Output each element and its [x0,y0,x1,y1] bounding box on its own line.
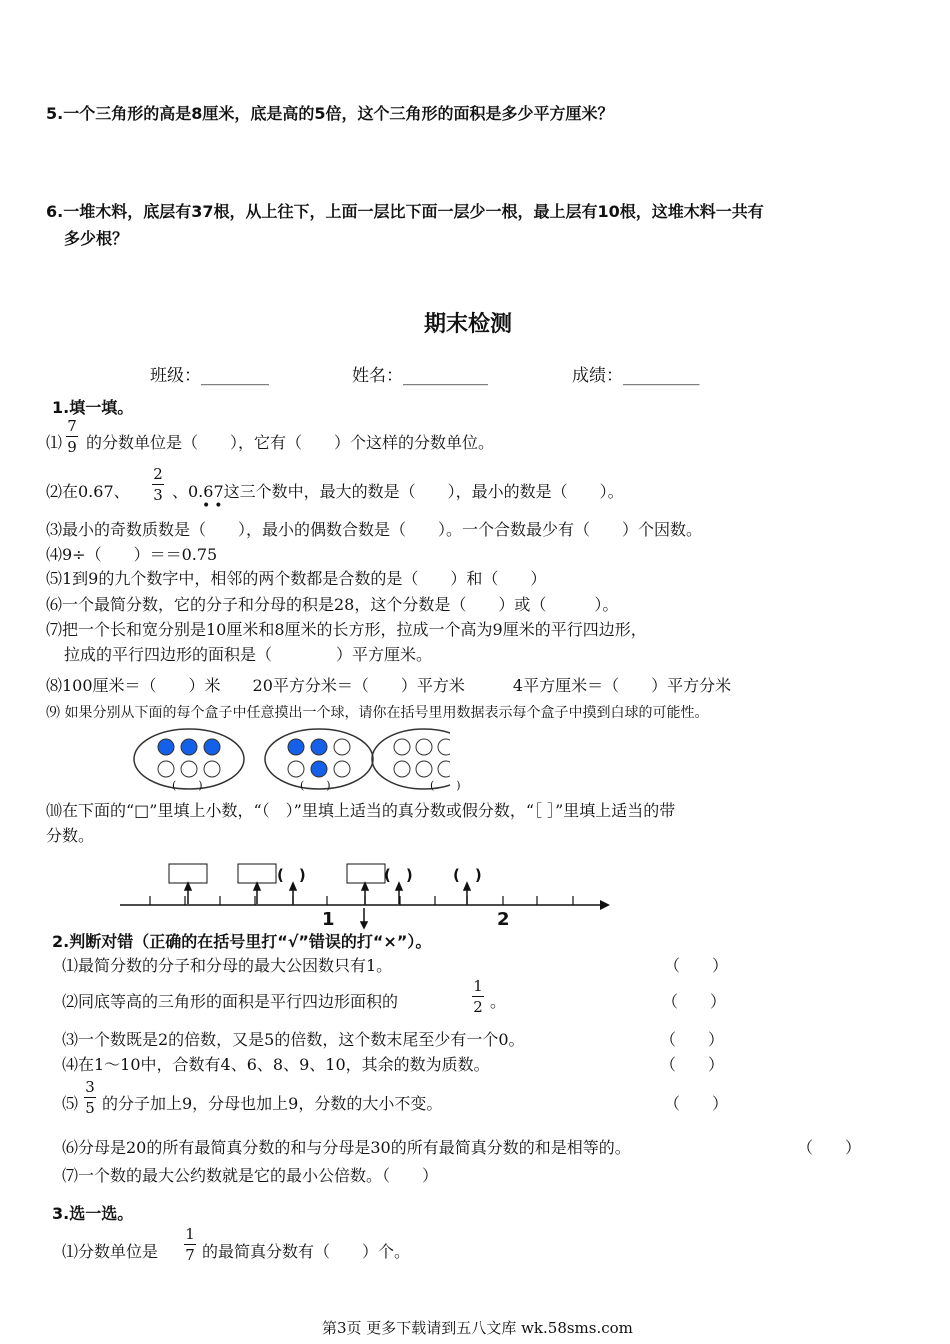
s1-q8: ⑻100厘米＝（ ）米 20平方分米＝（ ）平方米 4平方厘米＝（ ）平方分米 [46,676,732,695]
question-6-line2: 多少根？ [64,229,129,248]
s2-item-6: ⑹分母是20的所有最简真分数的和与分母是30的所有最简真分数的和是相等的。 [62,1138,631,1157]
s1-q7-line1: ⑺把一个长和宽分别是10厘米和8厘米的长方形，拉成一个高为9厘米的平行四边形， [46,620,647,639]
s1-q10-line1: ⑽在下面的“□”里填上小数，“（ ）”里填上适当的真分数或假分数，“［ ］”里填上适当的带 [46,801,676,820]
fraction-numerator: 7 [67,417,77,435]
section3-heading: 3.选一选。 [52,1204,134,1223]
s2-item-2: ⑵同底等高的三角形的面积是平行四边形面积的 [62,992,399,1011]
s1-q2-text: 、0.67这三个数中，最大的数是（ ），最小的数是（ ）。 [172,482,624,501]
s2-item-5-prefix: ⑸ [62,1094,79,1113]
blank-box [169,864,207,883]
box2-answer: ( ) [300,779,331,792]
s1-q9: ⑼ 如果分别从下面的每个盒子中任意摸出一个球，请你在括号里用数据表示每个盒子中摸到白球的可能性。 [46,705,709,721]
white-ball [181,761,197,777]
white-ball [288,761,304,777]
s3-q1-prefix: ⑴分数单位是 [62,1242,159,1261]
white-ball [158,761,174,777]
s1-q2-fraction [152,466,164,503]
nl-paren-2: ( ) [384,866,413,884]
white-ball [416,761,432,777]
s2-item-5: 的分子加上9，分母也加上9，分数的大小不变。 [102,1094,443,1113]
s2-item-2-fraction [472,978,484,1015]
blue-ball [288,739,304,755]
fraction-numerator: 2 [153,465,163,483]
blue-ball [311,739,327,755]
nl-paren-3: ( ) [453,866,482,884]
s1-q6: ⑹一个最简分数，它的分子和分母的积是28，这个分数是（ ）或（ ）。 [46,595,619,614]
white-ball [438,739,450,755]
s1-q10-line2: 分数。 [46,826,95,845]
nl-paren-1: ( ) [277,866,306,884]
blank-box [238,864,276,883]
score-field: 成绩：_________ [572,366,700,386]
s3-q1-text: 的最简真分数有（ ）个。 [202,1242,411,1261]
fraction-denominator: 9 [67,438,77,456]
s2-item-1: ⑴最简分数的分子和分母的最大公因数只有1。 [62,956,393,975]
white-ball [394,761,410,777]
fraction-numerator: 3 [85,1078,95,1096]
white-ball [204,761,220,777]
fraction-numerator: 1 [473,977,483,995]
blue-ball [311,761,327,777]
s1-q2-prefix: ⑵在0.67、 [46,482,130,501]
white-ball [334,761,350,777]
fraction-bar [184,1244,196,1245]
s1-q4: ⑷9÷（ ）＝＝0.75 [46,545,218,564]
name-field: 姓名：__________ [352,366,488,386]
white-ball [394,739,410,755]
s1-q1-text: 的分数单位是（ ），它有（ ）个这样的分数单位。 [86,433,495,452]
nl-label-1: 1 [322,909,335,930]
question-5: 5.一个三角形的高是8厘米，底是高的5倍，这个三角形的面积是多少平方厘米？ [46,104,614,123]
s2-item-3-paren: （ ） [660,1030,725,1049]
s2-item-5-paren: （ ） [664,1094,729,1113]
s2-item-4: ⑷在1～10中，合数有4、6、8、9、10，其余的数为质数。 [62,1055,490,1074]
s1-q1-prefix: ⑴ [46,433,63,452]
fraction-numerator: 1 [185,1225,195,1243]
number-line [115,858,615,938]
s2-item-3: ⑶一个数既是2的倍数，又是5的倍数，这个数末尾至少有一个0。 [62,1030,525,1049]
fraction-denominator: 7 [185,1246,195,1264]
section2-heading: 2.判断对错（正确的在括号里打“√”错误的打“×”）。 [52,932,432,951]
s2-item-5-fraction [84,1079,96,1116]
fraction-denominator: 5 [85,1099,95,1117]
s2-item-7: ⑺一个数的最大公约数就是它的最小公倍数。（ ） [62,1166,439,1185]
class-field: 班级：________ [150,366,269,386]
section1-heading: 1.填一填。 [52,398,134,417]
question-6-line1: 6.一堆木料，底层有37根，从上往下，上面一层比下面一层少一根，最上层有10根，这堆木料一共有 [46,202,764,221]
repeating-dots: •• [202,498,227,514]
s1-q3: ⑶最小的奇数质数是（ ），最小的偶数合数是（ ）。一个合数最少有（ ）个因数。 [46,520,703,539]
box3-answer: ( ) [430,779,461,792]
fraction-denominator: 2 [473,998,483,1016]
box1-answer: ( ) [172,779,203,792]
page-title: 期末检测 [424,312,513,337]
fraction-bar [152,484,164,485]
blank-box [347,864,385,883]
s2-item-2-end: 。 [490,992,507,1011]
s2-item-4-paren: （ ） [660,1055,725,1074]
blue-ball [204,739,220,755]
page-footer: 第3页 更多下载请到五八文库 wk.58sms.com [322,1319,633,1337]
s2-item-6-paren: （ ） [797,1138,862,1157]
fraction-bar [472,996,484,997]
white-ball [416,739,432,755]
s2-item-1-paren: （ ） [664,956,729,975]
fraction-bar [66,436,78,437]
fraction-denominator: 3 [153,486,163,504]
nl-label-2: 2 [497,909,510,930]
s3-q1-fraction [184,1226,196,1263]
s1-q7-line2: 拉成的平行四边形的面积是（ ）平方厘米。 [64,645,433,664]
blue-ball [158,739,174,755]
white-ball [334,739,350,755]
s2-item-2-paren: （ ） [662,992,727,1011]
s1-q5: ⑸1到9的九个数字中，相邻的两个数都是合数的是（ ）和（ ） [46,569,547,588]
white-ball [438,761,450,777]
s1-q1-fraction [66,418,78,455]
fraction-bar [84,1097,96,1098]
blue-ball [181,739,197,755]
